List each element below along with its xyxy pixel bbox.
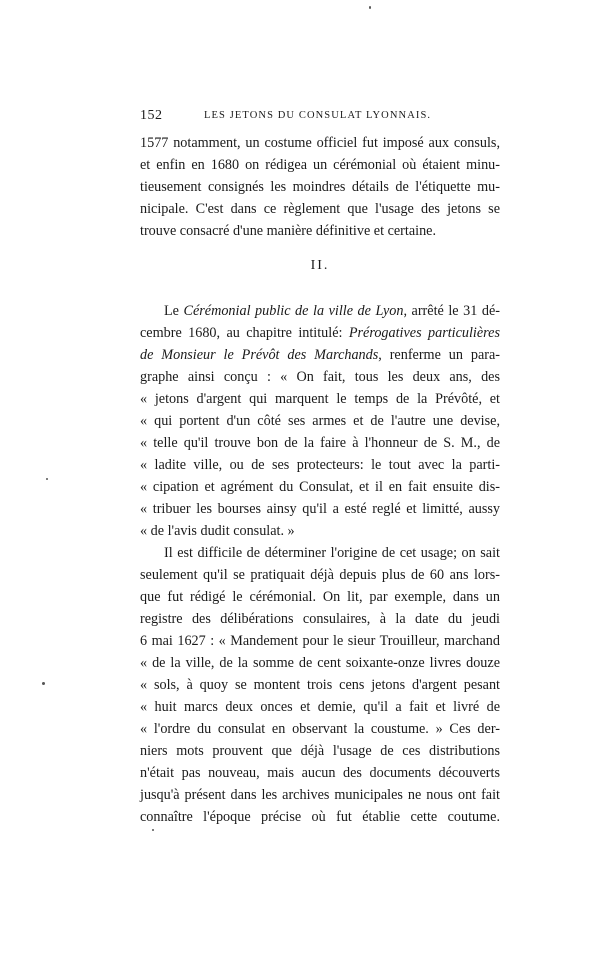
italic-title: Cérémonial public de la ville de Lyon <box>183 303 404 319</box>
text-line: 6 mai 1627 : « Mandement pour le sieur Trouilleur, marchand <box>140 633 500 649</box>
text-line: « cipation et agrément du Consulat, et il en fait ensuite dis- <box>140 479 500 495</box>
text-line: 1577 notamment, un costume officiel fut imposé aux consuls, <box>140 135 500 151</box>
paper-speck <box>369 6 371 9</box>
text-line: « jetons d'argent qui marquent le temps de la Prévôté, et <box>140 391 500 407</box>
text-line: « ladite ville, ou de ses protecteurs: le tout avec la parti- <box>140 457 500 473</box>
text-line: de Monsieur le Prévôt des Marchands, renferme un para- <box>140 347 500 363</box>
paper-speck <box>46 478 48 480</box>
text-line: nicipale. C'est dans ce règlement que l'usage des jetons se <box>140 201 500 217</box>
text-line: que fut rédigé le cérémonial. On lit, par exemple, dans un <box>140 589 500 605</box>
text-line: « sols, à quoy se montent trois cens jetons d'argent pesant <box>140 677 500 693</box>
text-line: seulement qu'il se pratiquait déjà depuis plus de 60 ans lors- <box>140 567 500 583</box>
text-line: « de l'avis dudit consulat. » <box>140 523 295 539</box>
page-number: 152 <box>140 108 163 123</box>
italic-title: Prérogatives particulières <box>348 325 500 341</box>
text-line: « qui portent d'un côté ses armes et de l'autre une devise, <box>140 413 500 429</box>
section-heading: II. <box>310 258 330 273</box>
text-line: « telle qu'il trouve bon de la faire à l'honneur de S. M., de <box>140 435 500 451</box>
text-line: connaître l'époque précise où fut établie cette coutume. <box>140 809 500 825</box>
text-line: tieusement consignés les moindres détails de l'étiquette mu- <box>140 179 500 195</box>
text-line: n'était pas nouveau, mais aucun des documents découverts <box>140 765 500 781</box>
text-line: trouve consacré d'une manière définitive et certaine. <box>140 223 437 239</box>
text-line: « tribuer les bourses ainsy qu'il a esté reglé et limitté, aussy <box>140 501 500 517</box>
page-header <box>140 108 500 126</box>
paper-speck <box>152 829 154 831</box>
italic-title: de Monsieur le Prévôt des Marchands <box>140 347 379 363</box>
text-line: Il est difficile de déterminer l'origine de cet usage; on sait <box>164 545 500 561</box>
section-body <box>140 300 500 828</box>
paragraph-continuation <box>140 132 500 242</box>
text-line: jusqu'à présent dans les archives municipales ne nous ont fait <box>140 787 500 803</box>
text-line: niers mots prouvent que déjà l'usage de ces distributions <box>140 743 500 759</box>
text-line: Le Cérémonial public de la ville de Lyon, arrêté le 31 dé- <box>164 303 500 319</box>
text-line: « l'ordre du consulat en observant la coustume. » Ces der- <box>140 721 500 737</box>
paper-speck <box>42 682 45 685</box>
running-title: LES JETONS DU CONSULAT LYONNAIS. <box>204 110 432 121</box>
text-line: « huit marcs deux onces et demie, qu'il a fait et livré de <box>140 699 500 715</box>
text-line: et enfin en 1680 on rédigea un cérémonial où étaient minu- <box>140 157 500 173</box>
text-line: registre des délibérations consulaires, à la date du jeudi <box>140 611 500 627</box>
text-line: graphe ainsi conçu : « On fait, tous les deux ans, des <box>140 369 500 385</box>
text-line: cembre 1680, au chapitre intitulé: Prérogatives particulières <box>140 325 500 341</box>
text-line: « de la ville, de la somme de cent soixante-onze livres douze <box>140 655 500 671</box>
